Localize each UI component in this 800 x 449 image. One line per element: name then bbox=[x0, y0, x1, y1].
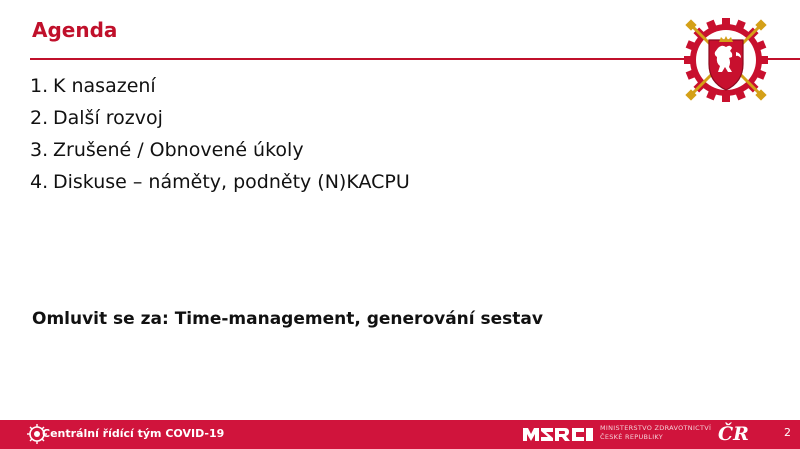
agenda-item-number: 3. bbox=[30, 139, 49, 161]
ministry-line-2: ČESKÉ REPUBLIKY bbox=[600, 433, 664, 441]
ministry-label bbox=[600, 424, 711, 442]
agenda-item bbox=[30, 70, 410, 102]
agenda-item-number: 1. bbox=[30, 75, 49, 97]
slide-title: Agenda bbox=[32, 18, 118, 42]
cr-logo: ČR bbox=[718, 423, 749, 445]
apology-note: Omluvit se za: Time-management, generování sestav bbox=[32, 309, 543, 329]
military-emblem-icon bbox=[678, 12, 774, 108]
agenda-item-text: Diskuse – náměty, podněty (N)KACPU bbox=[53, 171, 410, 193]
page-number: 2 bbox=[784, 426, 791, 439]
footer-team-label: Centrální řídící tým COVID-19 bbox=[42, 427, 225, 440]
agenda-item-text: Další rozvoj bbox=[53, 107, 163, 129]
mzcr-logo-icon bbox=[523, 426, 593, 443]
agenda-item-number: 2. bbox=[30, 107, 49, 129]
agenda-item bbox=[30, 134, 410, 166]
agenda-item bbox=[30, 166, 410, 198]
agenda-item-text: Zrušené / Obnovené úkoly bbox=[53, 139, 304, 161]
agenda-item-number: 4. bbox=[30, 171, 49, 193]
agenda-list bbox=[30, 70, 410, 198]
ministry-line-1: MINISTERSTVO ZDRAVOTNICTVÍ bbox=[600, 424, 712, 432]
agenda-item bbox=[30, 102, 410, 134]
footer-bar bbox=[0, 420, 800, 449]
agenda-item-text: K nasazení bbox=[53, 75, 156, 97]
